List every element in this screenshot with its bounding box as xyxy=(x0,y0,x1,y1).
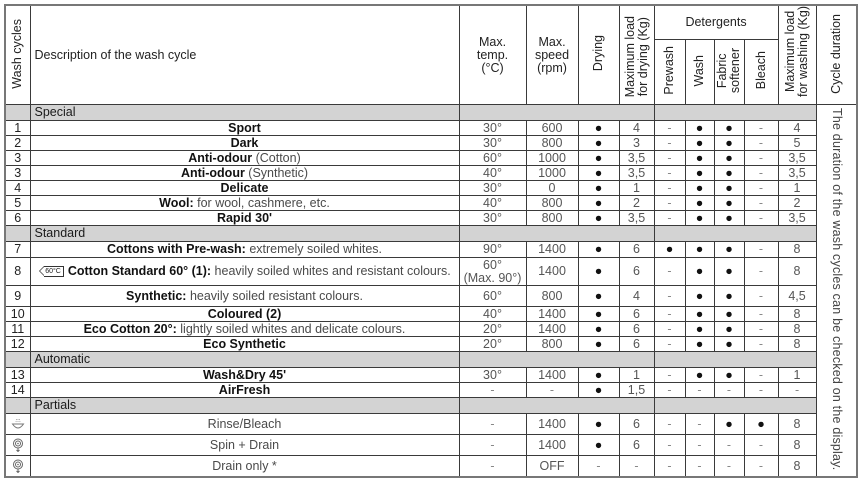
header-max-temp: Max. temp. (°C) xyxy=(459,5,526,105)
table-row: 1 Sport 30° 600 ● 4 - ● ● - 4 xyxy=(5,121,857,136)
header-description: Description of the wash cycle xyxy=(30,5,459,105)
table-row: 3 Anti-odour (Synthetic) 40° 1000 ● 3,5 - ● ● - 3,5 xyxy=(5,166,857,181)
section-label: Automatic xyxy=(30,352,459,368)
table-row: 14 AirFresh - - ● 1,5 - - - - - xyxy=(5,383,857,398)
wash-cycles-table xyxy=(4,4,858,478)
table-row: 12 Eco Synthetic 20° 800 ● 6 - ● ● - 8 xyxy=(5,337,857,352)
header-bleach: Bleach xyxy=(744,39,778,104)
section-standard xyxy=(5,226,857,242)
table-row: 9 Synthetic: heavily soiled resistant colours. 60° 800 ● 4 - ● ● - 4,5 xyxy=(5,286,857,307)
table-row: 3 Anti-odour (Cotton) 60° 1000 ● 3,5 - ● ● - 3,5 xyxy=(5,151,857,166)
drain-icon xyxy=(11,459,25,473)
header-max-load-drying: Maximum load for drying (Kg) xyxy=(619,5,654,105)
eco-label-60c-icon: 60°C xyxy=(44,266,64,277)
header-prewash: Prewash xyxy=(654,39,685,104)
section-label: Standard xyxy=(30,226,459,242)
cycle-duration-note: The duration of the wash cycles can be checked on the display. xyxy=(816,105,857,478)
table-row: Drain only * - OFF - - - - - - 8 xyxy=(5,456,857,478)
section-label: Special xyxy=(30,105,459,121)
table-row: 10 Coloured (2) 40° 1400 ● 6 - ● ● - 8 xyxy=(5,307,857,322)
table-row: 5 Wool: for wool, cashmere, etc. 40° 800 ● 2 - ● ● - 2 xyxy=(5,196,857,211)
header-fabric-softener: Fabric softener xyxy=(714,39,744,104)
header-max-load-washing: Maximum load for washing (Kg) xyxy=(778,5,816,105)
section-automatic xyxy=(5,352,857,368)
rinse-icon xyxy=(11,417,25,431)
table-row: 4 Delicate 30° 0 ● 1 - ● ● - 1 xyxy=(5,181,857,196)
table-row: 2 Dark 30° 800 ● 3 - ● ● - 5 xyxy=(5,136,857,151)
table-row: 6 Rapid 30' 30° 800 ● 3,5 - ● ● - 3,5 xyxy=(5,211,857,226)
header-cycle-duration: Cycle duration xyxy=(816,5,857,105)
table-row: Rinse/Bleach - 1400 ● 6 - - ● ● 8 xyxy=(5,414,857,435)
table-row: 8 60°C Cotton Standard 60° (1): heavily soiled whites and resistant colours. 60° (Max. 90°) 1400 ● 6 - ● ● - 8 xyxy=(5,258,857,286)
table-row: 7 Cottons with Pre-wash: extremely soiled whites. 90° 1400 ● 6 ● ● ● - 8 xyxy=(5,242,857,258)
header-max-speed: Max. speed (rpm) xyxy=(526,5,578,105)
header-wash: Wash xyxy=(685,39,714,104)
table-row: Spin + Drain - 1400 ● 6 - - - - 8 xyxy=(5,435,857,456)
table-row: 13 Wash&Dry 45' 30° 1400 ● 1 - ● ● - 1 xyxy=(5,368,857,383)
spin-drain-icon xyxy=(11,438,25,452)
section-partials xyxy=(5,398,857,414)
table-row: 11 Eco Cotton 20°: lightly soiled whites and delicate colours. 20° 1400 ● 6 - ● ● - 8 xyxy=(5,322,857,337)
header-detergents: Detergents xyxy=(654,5,778,39)
section-special xyxy=(5,105,857,121)
header-row-top xyxy=(5,5,857,39)
header-wash-cycles: Wash cycles xyxy=(5,5,30,105)
header-drying: Drying xyxy=(578,5,619,105)
section-label: Partials xyxy=(30,398,459,414)
